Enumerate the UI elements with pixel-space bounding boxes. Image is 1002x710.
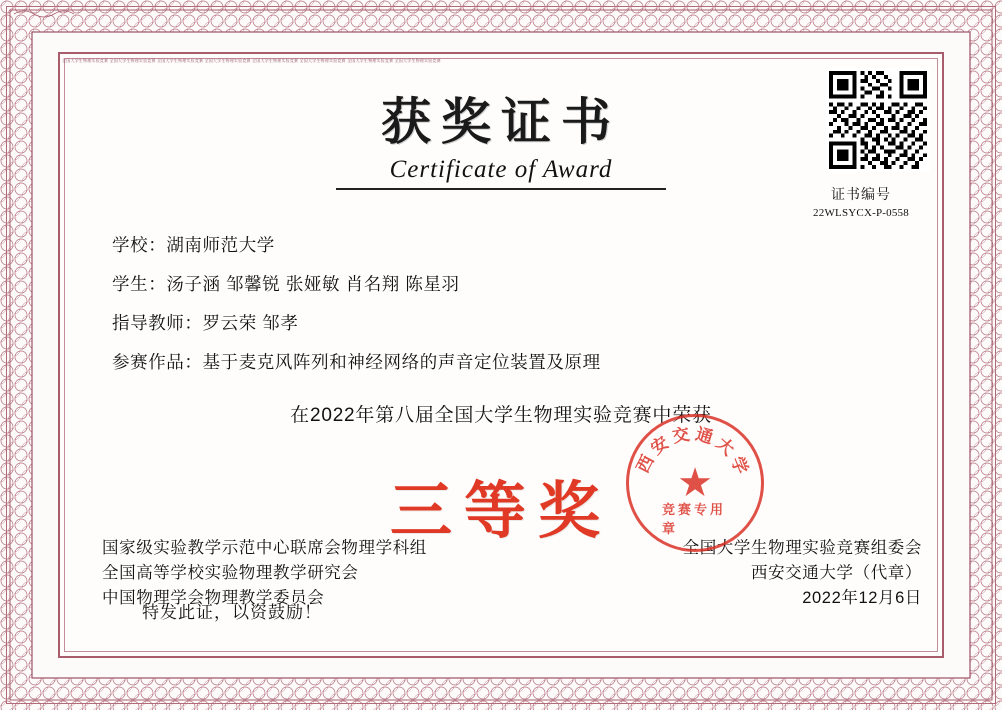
field-label-students: 学生： — [112, 274, 167, 294]
field-label-advisors: 指导教师： — [112, 313, 203, 333]
field-value-school: 湖南师范大学 — [166, 235, 275, 255]
certificate-number-label: 证书编号 — [831, 186, 891, 202]
field-row-project — [112, 349, 932, 374]
signature-block — [70, 536, 932, 626]
field-value-students: 汤子涵 邹馨锐 张娅敏 肖名翔 陈星羽 — [166, 274, 460, 294]
certificate-number — [796, 184, 926, 219]
seal-top-text: 西安交通大学 — [633, 424, 753, 481]
signature-right-line-1: 全国大学生物理实验竞赛组委会 — [682, 539, 922, 557]
official-seal — [626, 414, 764, 552]
page-subtitle: Certificate of Award — [389, 156, 613, 183]
field-list — [112, 232, 932, 374]
qr-code-icon — [829, 71, 927, 169]
qr-code[interactable] — [826, 68, 930, 172]
field-value-advisors: 罗云荣 邹孝 — [202, 313, 299, 333]
award-statement: 在2022年第八届全国大学生物理实验竞赛中荣获 — [290, 405, 712, 426]
certificate-content — [70, 62, 932, 648]
field-row-advisors — [112, 310, 932, 335]
award-level: 三等奖 — [389, 478, 612, 546]
seal-bottom-text: 竞赛专用章 — [662, 502, 727, 536]
encouragement-text: 特发此证，以资鼓励！ — [142, 603, 322, 622]
issue-date: 2022年12月6日 — [802, 589, 922, 607]
signature-left-line-1: 国家级实验教学示范中心联席会物理学科组 — [102, 539, 427, 557]
title-underline — [336, 188, 666, 190]
signature-left — [102, 536, 427, 611]
seal-star-icon: ★ — [677, 461, 713, 505]
page-title: 获奖证书 — [381, 94, 621, 150]
field-row-students — [112, 271, 932, 296]
signature-left-line-3: 中国物理学会物理教学委员会 — [102, 589, 325, 607]
signature-right-line-2: 西安交通大学（代章） — [751, 564, 922, 582]
field-value-project: 基于麦克风阵列和神经网络的声音定位装置及原理 — [202, 352, 601, 372]
certificate-number-value: 22WLSYCX-P-0558 — [813, 207, 909, 219]
signature-left-line-2: 全国高等学校实验物理教学研究会 — [102, 564, 359, 582]
field-row-school — [112, 232, 932, 257]
field-label-school: 学校： — [112, 235, 167, 255]
field-label-project: 参赛作品： — [112, 352, 203, 372]
microprint-line: 全国大学生物理实验竞赛 全国大学生物理实验竞赛 全国大学生物理实验竞赛 全国大学生物理实验竞赛 全国大学生物理实验竞赛 全国大学生物理实验竞赛 全国大学生物理实验竞赛 全国大学生物理实验竞赛 — [62, 58, 441, 63]
